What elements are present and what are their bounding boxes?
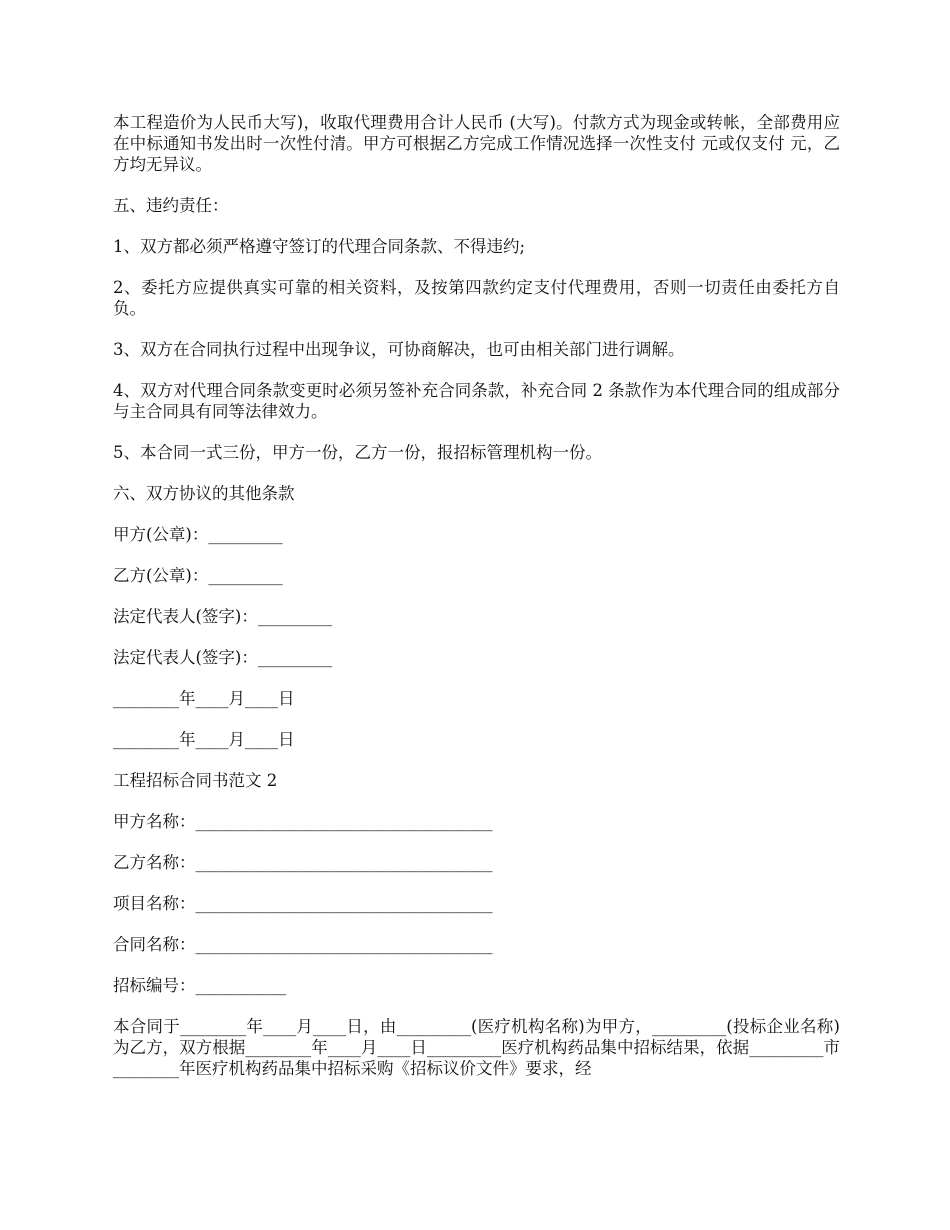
clause-4: 4、双方对代理合同条款变更时必须另签补充合同条款，补充合同 2 条款作为本代理合同的组成部分与主合同具有同等法律效力。 xyxy=(113,381,840,421)
tender-number-field: 招标编号：___________ xyxy=(113,976,287,995)
sample-title: 工程招标合同书范文 2 xyxy=(113,771,278,790)
party-b-name-field: 乙方名称：____________________________________ xyxy=(113,853,493,872)
clause-2: 2、委托方应提供真实可靠的相关资料，及按第四款约定支付代理费用，否则一切责任由委托方自负。 xyxy=(113,278,840,318)
document-page xyxy=(113,112,840,1099)
fee-clause-paragraph: 本工程造价为人民币大写)，收取代理费用合计人民币 (大写)。付款方式为现金或转帐，全部费用应在中标通知书发出时一次性付清。甲方可根据乙方完成工作情况选择一次性支付 元或仅支付 元，乙方均无异议。 xyxy=(113,113,840,174)
date-line-b: ________年____月____日 xyxy=(113,730,295,749)
party-b-seal-line: 乙方(公章)：_________ xyxy=(113,566,283,585)
date-line-a: ________年____月____日 xyxy=(113,689,295,708)
legal-rep-signature-line-b: 法定代表人(签字)：_________ xyxy=(113,648,333,667)
clause-1: 1、双方都必须严格遵守签订的代理合同条款、不得违约; xyxy=(113,237,526,256)
section-heading-breach-liability: 五、违约责任： xyxy=(113,196,229,215)
contract-name-field: 合同名称：____________________________________ xyxy=(113,935,493,954)
contract-intro-paragraph: 本合同于________年____月____日，由_________(医疗机构名称)为甲方，_________(投标企业名称)为乙方，双方根据________年____月____日_________医疗机构药品集中招标结果，依据_________市________年医疗机构药品集中招标采购《招标议价文件》要求，经 xyxy=(113,1017,840,1078)
clause-5: 5、本合同一式三份，甲方一份，乙方一份，报招标管理机构一份。 xyxy=(113,443,602,462)
section-heading-other-terms: 六、双方协议的其他条款 xyxy=(113,484,295,503)
party-a-name-field: 甲方名称：____________________________________ xyxy=(113,812,493,831)
legal-rep-signature-line-a: 法定代表人(签字)：_________ xyxy=(113,607,333,626)
clause-3: 3、双方在合同执行过程中出现争议，可协商解决，也可由相关部门进行调解。 xyxy=(113,340,685,359)
project-name-field: 项目名称：____________________________________ xyxy=(113,894,493,913)
party-a-seal-line: 甲方(公章)：_________ xyxy=(113,525,283,544)
